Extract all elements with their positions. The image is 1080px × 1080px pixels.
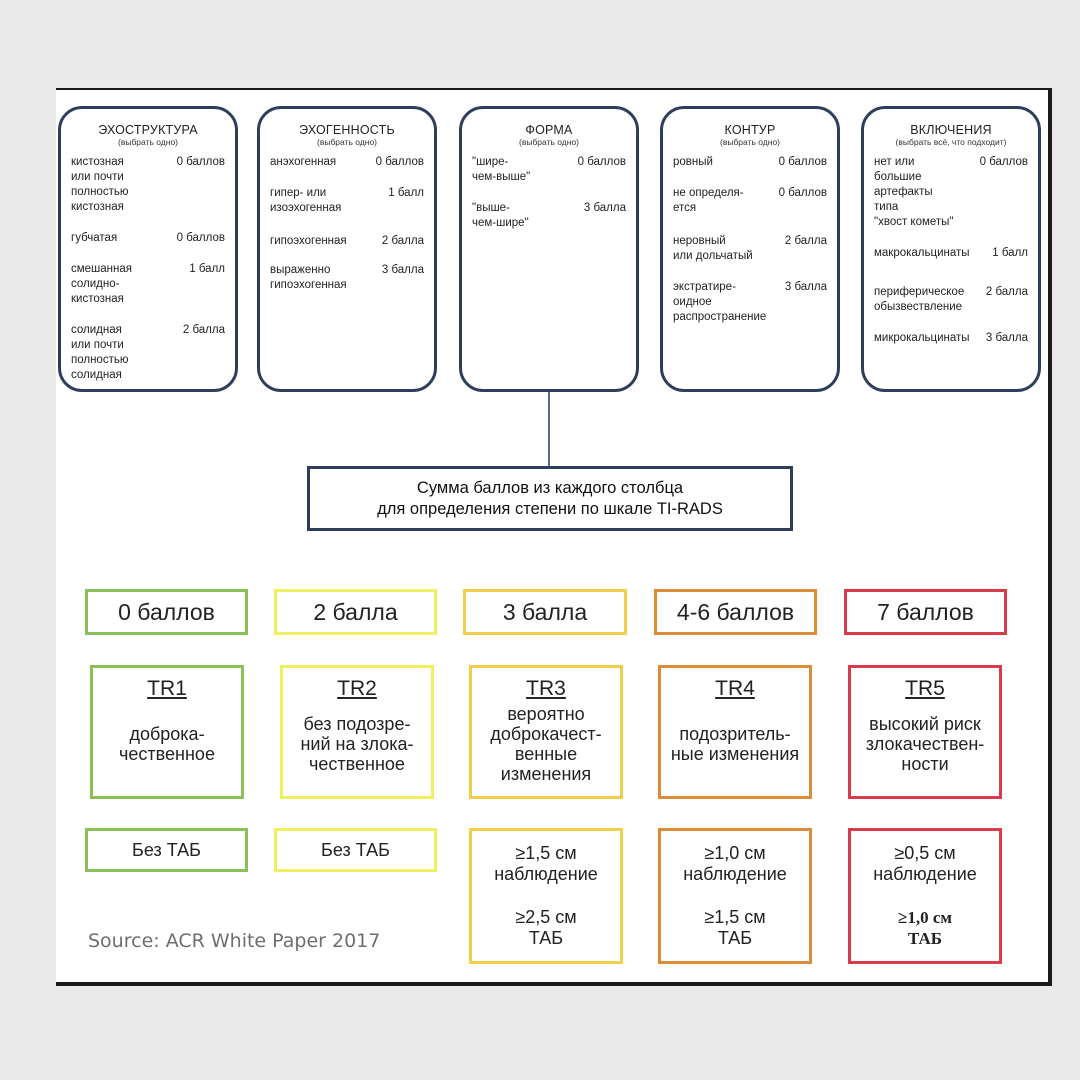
recommendation-box-tr5 <box>848 828 1002 964</box>
column-title: КОНТУР <box>724 123 776 137</box>
criterion-row <box>472 201 626 231</box>
criterion-row <box>270 234 424 249</box>
score-box-tr5: 7 баллов <box>844 589 1007 635</box>
column-subtitle: (выбрать одно) <box>719 137 781 147</box>
criterion-points: 0 баллов <box>375 156 424 168</box>
criterion-row <box>71 262 225 307</box>
criterion-row <box>270 263 424 293</box>
column-echostructure <box>58 106 238 392</box>
criterion-label: микрокальцинаты <box>874 332 970 344</box>
biopsy-threshold: ≥2,5 см ТАБ <box>515 907 577 948</box>
criterion-points: 3 балла <box>583 202 626 214</box>
observation-threshold: ≥1,5 см наблюдение <box>494 843 598 884</box>
criterion-label: "шире- чем-выше" <box>472 156 531 183</box>
criterion-label: ровный <box>673 156 713 168</box>
criterion-row <box>673 234 827 264</box>
criterion-label: выраженно гипоэхогенная <box>270 264 347 291</box>
criterion-points: 3 балла <box>784 281 827 293</box>
category-box-tr2 <box>280 665 434 799</box>
criterion-points: 0 баллов <box>979 156 1028 168</box>
column-shape <box>459 106 639 392</box>
column-subtitle: (выбрать одно) <box>117 137 179 147</box>
criterion-label: гипоэхогенная <box>270 235 347 247</box>
category-code: TR1 <box>147 677 187 700</box>
category-description: вероятно доброкачест- венные изменения <box>490 704 602 784</box>
criterion-label: "выше- чем-шире" <box>472 202 529 229</box>
criterion-label: солидная или почти полностью солидная <box>71 324 129 381</box>
category-code: TR5 <box>905 677 945 700</box>
criterion-points: 3 балла <box>985 332 1028 344</box>
category-box-tr5 <box>848 665 1002 799</box>
recommendation-text: Без ТАБ <box>132 839 201 860</box>
column-margin <box>660 106 840 392</box>
biopsy-threshold: ≥1,5 см ТАБ <box>704 907 766 948</box>
criterion-points: 3 балла <box>381 264 424 276</box>
source-caption: Source: ACR White Paper 2017 <box>88 930 381 952</box>
observation-threshold: ≥1,0 см наблюдение <box>683 843 787 884</box>
summary-box: Сумма баллов из каждого столбца для определения степени по шкале TI-RADS <box>307 466 793 531</box>
criterion-row <box>270 186 424 216</box>
score-box-tr4: 4-6 баллов <box>654 589 817 635</box>
criterion-row <box>71 155 225 215</box>
criterion-label: смешанная солидно-кистозная <box>71 263 132 305</box>
criterion-label: губчатая <box>71 232 118 244</box>
column-subtitle: (выбрать одно) <box>316 137 378 147</box>
recommendation-box-tr1 <box>85 828 248 872</box>
observation-threshold: ≥0,5 см наблюдение <box>873 843 977 884</box>
criterion-points: 2 балла <box>784 235 827 247</box>
criterion-points: 0 баллов <box>778 187 827 199</box>
criterion-label: экстратире- оидное распространение <box>673 281 767 323</box>
criterion-row <box>874 155 1028 230</box>
criterion-points: 0 баллов <box>176 232 225 244</box>
criterion-label: анэхогенная <box>270 156 337 168</box>
score-box-tr3: 3 балла <box>463 589 627 635</box>
recommendation-box-tr3 <box>469 828 623 964</box>
criterion-row <box>270 155 424 170</box>
category-description: без подозре- ний на злока- чественное <box>300 714 414 774</box>
category-box-tr4 <box>658 665 812 799</box>
criterion-row <box>673 186 827 216</box>
criterion-label: неровный или дольчатый <box>673 235 753 262</box>
column-echogenic-foci <box>861 106 1041 392</box>
criterion-points: 0 баллов <box>778 156 827 168</box>
category-description: высокий риск злокачествен- ности <box>865 714 985 774</box>
criterion-row <box>874 285 1028 315</box>
category-code: TR4 <box>715 677 755 700</box>
recommendation-text: Без ТАБ <box>321 839 390 860</box>
biopsy-threshold: ≥1,0 см ТАБ <box>898 908 952 948</box>
column-subtitle: (выбрать одно) <box>518 137 580 147</box>
criterion-row <box>71 231 225 246</box>
criterion-points: 1 балл <box>992 247 1028 259</box>
criterion-points: 0 баллов <box>577 156 626 168</box>
recommendation-box-tr4 <box>658 828 812 964</box>
column-title: ЭХОГЕННОСТЬ <box>299 123 395 137</box>
column-echogenicity <box>257 106 437 392</box>
criterion-row <box>673 280 827 325</box>
criterion-points: 2 балла <box>381 235 424 247</box>
criterion-label: нет или большие артефакты типа "хвост кометы" <box>874 156 954 228</box>
criterion-row <box>472 155 626 185</box>
criterion-label: кистозная или почти полностью кистозная <box>71 156 129 213</box>
category-box-tr3 <box>469 665 623 799</box>
criterion-label: периферическое обызвествление <box>874 286 965 313</box>
criterion-row <box>71 323 225 383</box>
recommendation-box-tr2 <box>274 828 437 872</box>
criterion-row <box>874 331 1028 346</box>
criterion-points: 1 балл <box>189 263 225 275</box>
criterion-row <box>874 246 1028 261</box>
column-title: ФОРМА <box>525 123 573 137</box>
score-box-tr2: 2 балла <box>274 589 437 635</box>
criterion-points: 2 балла <box>985 286 1028 298</box>
criterion-label: гипер- или изоэхогенная <box>270 187 342 214</box>
column-subtitle: (выбрать всё, что подходит) <box>895 137 1007 147</box>
criterion-points: 1 балл <box>388 187 424 199</box>
criterion-points: 0 баллов <box>176 156 225 168</box>
category-code: TR2 <box>337 677 377 700</box>
criterion-row <box>673 155 827 170</box>
category-description: подозритель- ные изменения <box>670 724 800 764</box>
category-code: TR3 <box>526 677 566 700</box>
column-title: ВКЛЮЧЕНИЯ <box>910 123 992 137</box>
criterion-label: не определя- ется <box>673 187 744 214</box>
score-box-tr1: 0 баллов <box>85 589 248 635</box>
criterion-label: макрокальцинаты <box>874 247 970 259</box>
connector-line <box>548 392 550 466</box>
criterion-points: 2 балла <box>182 324 225 336</box>
column-title: ЭХОСТРУКТУРА <box>98 123 198 137</box>
category-description: доброка- чественное <box>119 724 215 764</box>
category-box-tr1 <box>90 665 244 799</box>
